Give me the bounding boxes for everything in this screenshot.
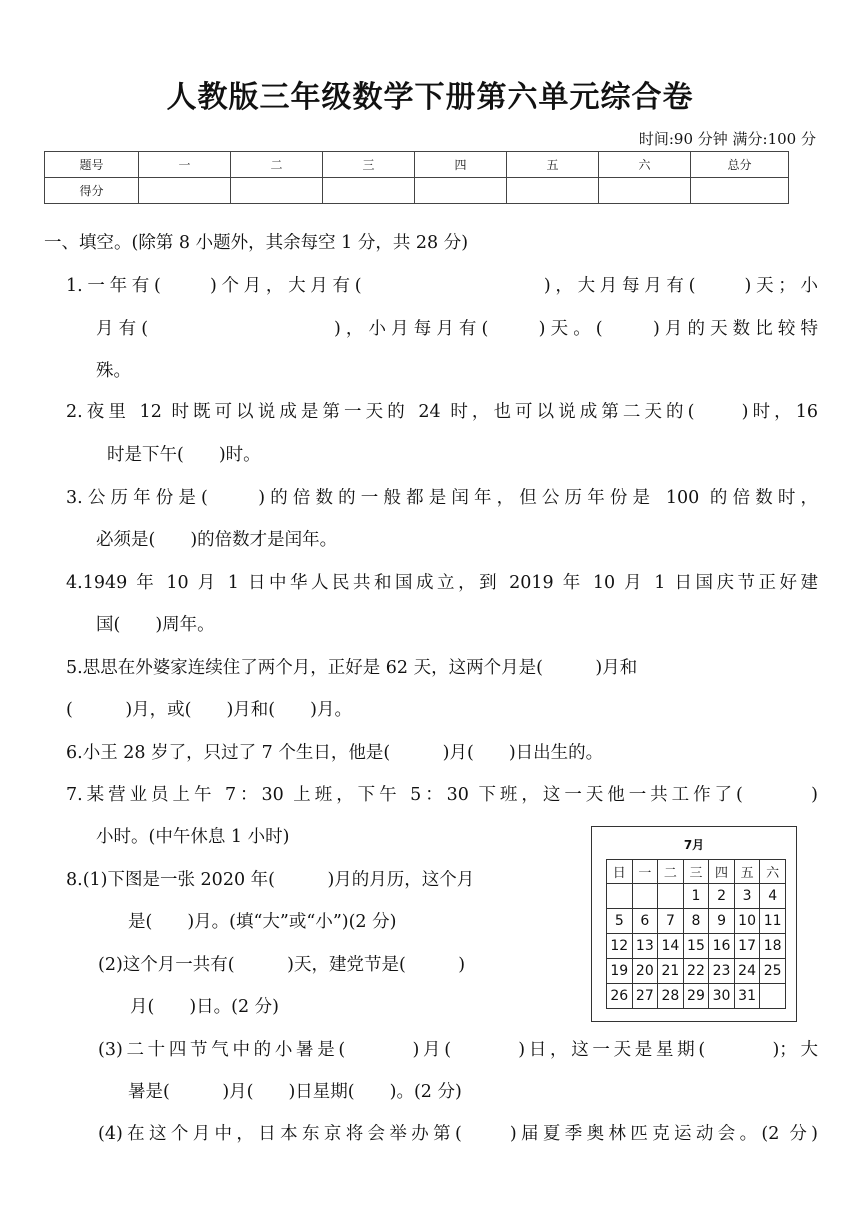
day-cell: 7 xyxy=(658,909,684,934)
score-table-score-row xyxy=(45,178,789,204)
day-cell: 30 xyxy=(709,984,735,1009)
score-header-cell: 二 xyxy=(231,152,323,178)
day-cell: 16 xyxy=(709,934,735,959)
day-cell: 11 xyxy=(760,909,786,934)
day-cell: 15 xyxy=(683,934,709,959)
score-cell[interactable] xyxy=(323,178,415,204)
question-7-line-2: 小时。(中午休息 1 小时) xyxy=(96,827,290,847)
score-row-label: 得分 xyxy=(45,178,139,204)
score-header-cell: 三 xyxy=(323,152,415,178)
day-cell: 20 xyxy=(632,959,658,984)
score-cell[interactable] xyxy=(507,178,599,204)
question-1-line-3: 殊。 xyxy=(96,361,131,381)
day-cell: 28 xyxy=(658,984,684,1009)
score-header-cell: 四 xyxy=(415,152,507,178)
score-table xyxy=(44,151,789,204)
question-8-part-2-line-2: 月( )日。(2 分) xyxy=(130,997,280,1017)
day-cell: 19 xyxy=(607,959,633,984)
score-header-cell: 一 xyxy=(139,152,231,178)
day-cell: 24 xyxy=(734,959,760,984)
day-cell: 17 xyxy=(734,934,760,959)
day-cell xyxy=(607,884,633,909)
weekday-cell: 一 xyxy=(632,860,658,884)
question-4-line-2: 国( )周年。 xyxy=(96,615,215,635)
day-cell xyxy=(632,884,658,909)
question-2-line-2: 时是下午( )时。 xyxy=(107,445,261,465)
day-cell: 8 xyxy=(683,909,709,934)
weekday-cell: 五 xyxy=(734,860,760,884)
question-5-line-2: ( )月，或( )月和( )月。 xyxy=(66,700,352,720)
weekday-cell: 二 xyxy=(658,860,684,884)
day-cell: 26 xyxy=(607,984,633,1009)
score-cell[interactable] xyxy=(691,178,789,204)
page-title: 人教版三年级数学下册第六单元综合卷 xyxy=(166,80,694,115)
day-cell: 27 xyxy=(632,984,658,1009)
day-cell: 13 xyxy=(632,934,658,959)
calendar-week-row xyxy=(607,984,786,1009)
calendar-week-row xyxy=(607,909,786,934)
day-cell: 14 xyxy=(658,934,684,959)
score-cell[interactable] xyxy=(139,178,231,204)
weekday-cell: 四 xyxy=(709,860,735,884)
question-6: 6.小王 28 岁了，只过了 7 个生日，他是( )月( )日出生的。 xyxy=(66,743,604,763)
question-5-line-1: 5.思思在外婆家连续住了两个月，正好是 62 天，这两个月是( )月和 xyxy=(66,658,638,678)
day-cell: 5 xyxy=(607,909,633,934)
calendar-month-label: 7月 xyxy=(683,838,705,852)
question-8-part-2-line-1: (2)这个月一共有( )天，建党节是( ) xyxy=(98,955,466,975)
question-8-part-4: (4)在这个月中，日本东京将会举办第( )届夏季奥林匹克运动会。(2 分) xyxy=(98,1124,818,1144)
calendar-week-row xyxy=(607,934,786,959)
question-8-part-1-line-2: 是( )月。(填“大”或“小”)(2 分) xyxy=(128,912,397,932)
day-cell: 25 xyxy=(760,959,786,984)
weekday-cell: 六 xyxy=(760,860,786,884)
day-cell: 2 xyxy=(709,884,735,909)
day-cell: 4 xyxy=(760,884,786,909)
calendar-grid xyxy=(606,859,786,1009)
july-calendar xyxy=(591,826,797,1022)
day-cell: 9 xyxy=(709,909,735,934)
question-3-line-1: 3.公历年份是( )的倍数的一般都是闰年，但公历年份是 100 的倍数时， xyxy=(66,488,818,508)
day-cell: 10 xyxy=(734,909,760,934)
day-cell: 3 xyxy=(734,884,760,909)
day-cell: 22 xyxy=(683,959,709,984)
day-cell: 23 xyxy=(709,959,735,984)
day-cell: 31 xyxy=(734,984,760,1009)
score-cell[interactable] xyxy=(415,178,507,204)
score-header-cell: 总分 xyxy=(691,152,789,178)
calendar-week-row xyxy=(607,959,786,984)
day-cell: 18 xyxy=(760,934,786,959)
day-cell: 6 xyxy=(632,909,658,934)
score-header-cell: 题号 xyxy=(45,152,139,178)
question-8-part-3-line-1: (3)二十四节气中的小暑是( )月( )日，这一天是星期( )；大 xyxy=(98,1040,818,1060)
day-cell: 29 xyxy=(683,984,709,1009)
question-7-line-1: 7.某营业员上午 7：30 上班，下午 5：30 下班，这一天他一共工作了( ) xyxy=(66,785,818,805)
question-1-line-2: 月有( )，小月每月有( )天。( )月的天数比较特 xyxy=(96,319,818,339)
weekday-cell: 日 xyxy=(607,860,633,884)
day-cell: 1 xyxy=(683,884,709,909)
question-1-line-1: 1.一年有( )个月，大月有( )，大月每月有( )天；小 xyxy=(66,276,818,296)
question-8-part-1-line-1: 8.(1)下图是一张 2020 年( )月的月历，这个月 xyxy=(66,870,475,890)
day-cell xyxy=(760,984,786,1009)
score-header-cell: 六 xyxy=(599,152,691,178)
day-cell: 12 xyxy=(607,934,633,959)
question-3-line-2: 必须是( )的倍数才是闰年。 xyxy=(96,530,338,550)
score-cell[interactable] xyxy=(231,178,323,204)
score-cell[interactable] xyxy=(599,178,691,204)
calendar-weekday-row xyxy=(607,860,786,884)
calendar-week-row xyxy=(607,884,786,909)
score-header-cell: 五 xyxy=(507,152,599,178)
question-2-line-1: 2.夜里 12 时既可以说成是第一天的 24 时，也可以说成第二天的( )时，16 xyxy=(66,402,818,422)
weekday-cell: 三 xyxy=(683,860,709,884)
exam-meta: 时间:90 分钟 满分:100 分 xyxy=(638,130,816,148)
section-1-heading: 一、填空。(除第 8 小题外，其余每空 1 分，共 28 分) xyxy=(44,233,469,253)
day-cell xyxy=(658,884,684,909)
question-4-line-1: 4.1949 年 10 月 1 日中华人民共和国成立，到 2019 年 10 月 1 日国庆节正好建 xyxy=(66,573,818,593)
score-table-header-row xyxy=(45,152,789,178)
question-8-part-3-line-2: 暑是( )月( )日星期( )。(2 分) xyxy=(128,1082,462,1102)
day-cell: 21 xyxy=(658,959,684,984)
